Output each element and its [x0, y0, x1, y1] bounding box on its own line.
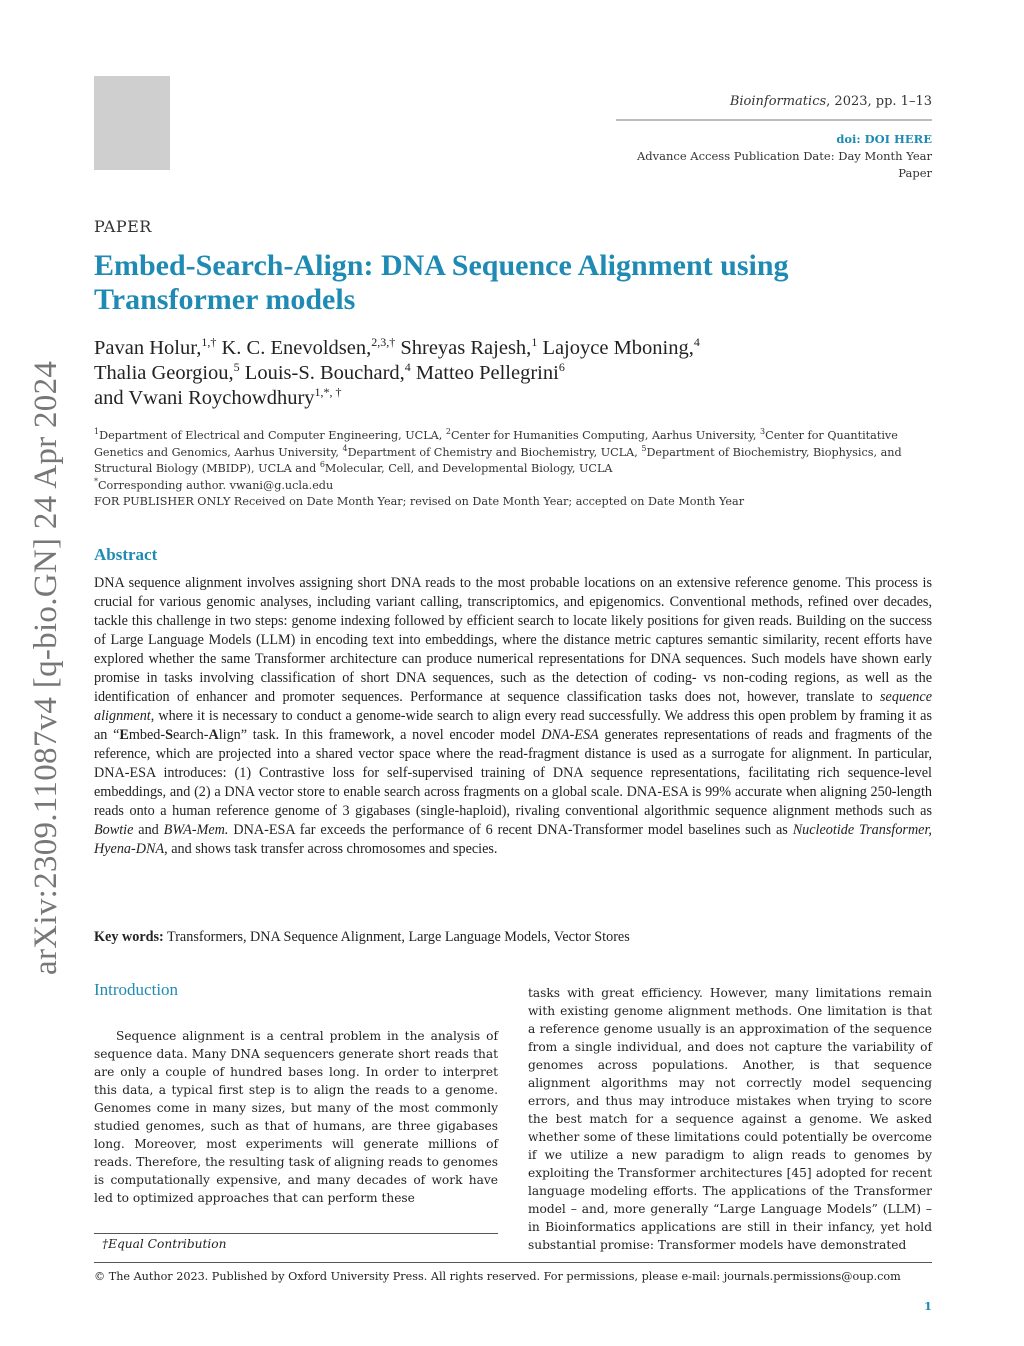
publication-date: Advance Access Publication Date: Day Month Year	[636, 149, 932, 163]
author-line: and Vwani Roychowdhury$^{1,*, \dagger}$	[94, 385, 342, 409]
paper-label: PAPER	[94, 217, 152, 236]
intro-paragraph-continued: tasks with great efficiency. However, many limitations remain with existing genome alignment methods. One limitation is that a reference genome usually is an approximation of the sequence from a single individual, and does not capture the variability of genomes across populations. Another, is that sequence alignment algorithms may not correctly model sequencing errors, and thus may introduce mistakes when trying to score the best match for a sequence against a genome. We asked whether some of these limitations could potentially be overcome if we utilize a new paradigm to align reads to genomes by exploiting the Transformer architectures [45] adopted for recent language modeling efforts. The applications of the Transformer model – and, more generally “Large Language Models” (LLM) – in Bioinformatics applications are still in their infancy, yet hold substantial promise: Transformer models have demonstrated	[528, 986, 932, 1252]
introduction-heading: Introduction	[94, 980, 179, 999]
header-rule	[616, 119, 932, 121]
keywords-label: Key words:	[94, 929, 164, 945]
header-meta	[637, 131, 932, 182]
footnote-rule	[94, 1233, 498, 1234]
arxiv-sidebar-stamp: arXiv:2309.11087v4 [q-bio.GN] 24 Apr 2024	[28, 360, 64, 975]
publisher-note: FOR PUBLISHER ONLY Received on Date Month Year; revised on Date Month Year; accepted on Date Month Year	[94, 495, 745, 509]
corresponding-author: *Corresponding author. vwani@g.ucla.edu	[94, 476, 334, 492]
keywords	[94, 929, 932, 946]
paper-title: Embed-Search-Align: DNA Sequence Alignment using Transformer models	[94, 249, 789, 316]
body-column-right	[528, 984, 932, 1254]
author-list	[94, 336, 924, 411]
abstract-body: DNA sequence alignment involves assigning short DNA reads to the most probable locations on an extensive reference genome. This process is crucial for various genomic analyses, including variant calling, transcriptomics, and epigenomics. Conventional methods, refined over decades, tackle this challenge in two steps: genome indexing followed by efficient search to locate likely positions for given reads. Building on the success of Large Language Models (LLM) in encoding text into embeddings, where the distance metric captures semantic similarity, recent efforts have explored whether the same Transformer architecture can produce numerical representations for DNA sequences. Such models have shown early promise in tasks involving classification of short DNA sequences, such as the detection of coding- vs non-coding regions, as well as the identification of enhancer and promoter sequences. Performance at sequence classification tasks does not, however, translate to sequence alignment, where it is necessary to conduct a genome-wide search to align every read successfully. We address this open problem by framing it as an “Embed-Search-Align” task. In this framework, a novel encoder model DNA-ESA generates representations of reads and fragments of the reference, which are projected into a shared vector space where the read-fragment distance is used as a surrogate for alignment. In particular, DNA-ESA introduces: (1) Contrastive loss for self-supervised training of DNA sequence representations, facilitating rich sequence-level embeddings, and (2) a DNA vector store to enable search across fragments on a global scale. DNA-ESA is 99% accurate when aligning 250-length reads onto a human reference genome of 3 gigabases (single-haploid), rivaling conventional algorithmic sequence alignment methods such as Bowtie and BWA-Mem. DNA-ESA far exceeds the performance of 6 recent DNA-Transformer model baselines such as Nucleotide Transformer, Hyena-DNA, and shows task transfer across chromosomes and species.	[94, 575, 932, 857]
affiliations	[94, 428, 934, 511]
abstract-heading: Abstract	[94, 545, 158, 564]
author-line: Pavan Holur,$^{1,\dagger}$ K. C. Enevoldsen,$^{2,3,\dagger}$ Shreyas Rajesh,$^1$ Lajoyce Mboning,$^4$	[94, 335, 700, 359]
affiliation-list: $^1$Department of Electrical and Computer Engineering, UCLA, $^2$Center for Humanities Computing, Aarhus University, $^3$Center for Quantitative Genetics and Genomics, Aarhus University, $^4$Department of Chemistry and Biochemistry, UCLA, $^5$Department of Biochemistry, Biophysics, and Structural Biology (MBIDP), UCLA and $^6$Molecular, Cell, and Developmental Biology, UCLA	[94, 427, 902, 476]
journal-logo-placeholder	[94, 76, 170, 170]
page-number: 1	[923, 1299, 932, 1313]
intro-paragraph: Sequence alignment is a central problem in the analysis of sequence data. Many DNA sequencers generate short reads that are only a couple of hundred bases long. In order to interpret this data, a typical first step is to align the reads to a genome. Genomes come in many sizes, but many of the most commonly studied genomes, such as that of humans, are three gigabases long. Moreover, most experiments will generate millions of reads. Therefore, the resulting task of aligning reads to genomes is computationally expensive, and many decades of work have led to optimized approaches that can perform these	[94, 1029, 498, 1205]
journal-name: Bioinformatics	[729, 94, 827, 109]
journal-year-pages: , 2023, pp. 1–13	[826, 94, 932, 109]
doi-link[interactable]: doi: DOI HERE	[836, 132, 932, 146]
journal-citation	[730, 94, 932, 109]
equal-contribution-footnote: †Equal Contribution	[102, 1237, 227, 1251]
author-line: Thalia Georgiou,$^5$ Louis-S. Bouchard,$^4$ Matteo Pellegrini$^6$	[94, 360, 565, 384]
copyright-notice: © The Author 2023. Published by Oxford University Press. All rights reserved. For permissions, please e-mail: journals.permissions@oup.com	[94, 1270, 901, 1283]
footer-rule	[94, 1262, 932, 1263]
body-column-left	[94, 1027, 498, 1207]
keywords-text: Transformers, DNA Sequence Alignment, Large Language Models, Vector Stores	[163, 929, 630, 945]
article-type: Paper	[898, 166, 932, 180]
